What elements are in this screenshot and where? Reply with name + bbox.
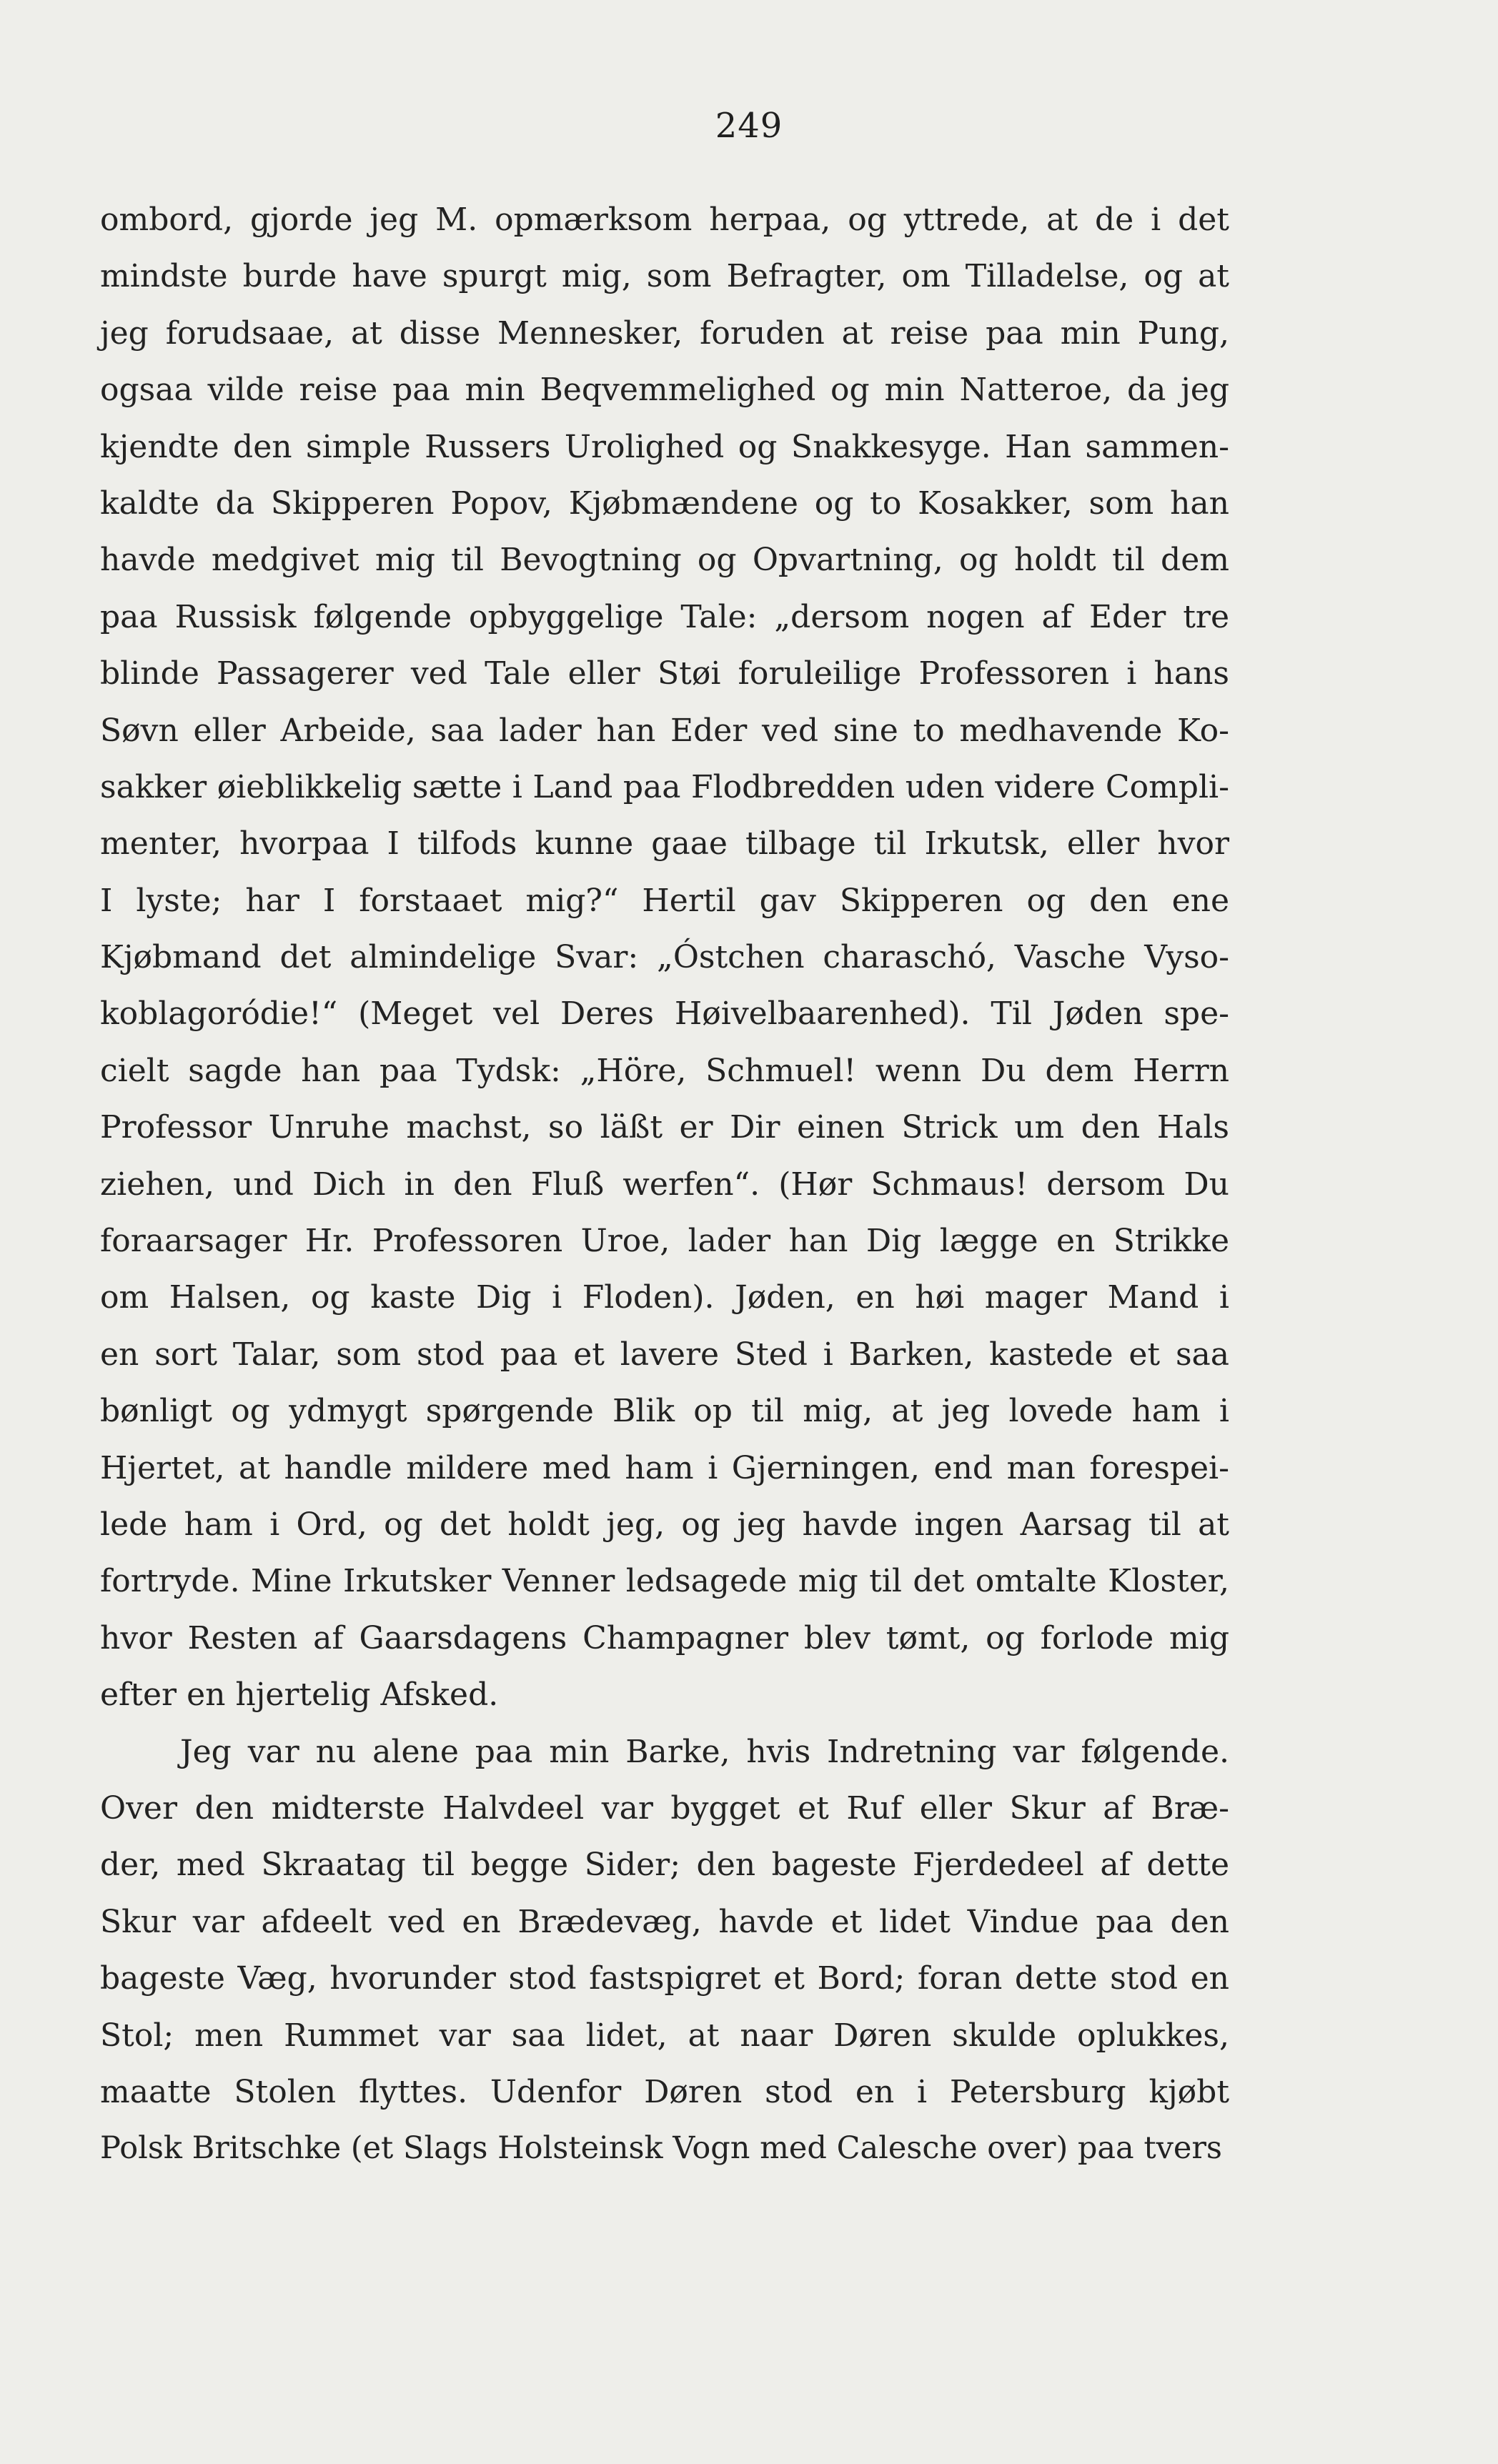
text-line: Jeg var nu alene paa min Barke, hvis Indretning var følgende. xyxy=(180,1733,1229,1770)
text-line: fortryde. Mine Irkutsker Venner ledsagede mig til det omtalte Kloster, xyxy=(100,1563,1229,1600)
text-line: sakker øieblikkelig sætte i Land paa Flodbredden uden videre Compli- xyxy=(100,768,1229,805)
text-line: menter, hvorpaa I tilfods kunne gaae tilbage til Irkutsk, eller hvor xyxy=(100,825,1229,863)
text-line: blinde Passagerer ved Tale eller Støi foruleilige Professoren i hans xyxy=(100,655,1229,692)
text-line: Kjøbmand det almindelige Svar: „Óstchen charaschó, Vasche Vyso- xyxy=(100,939,1229,976)
text-line: bageste Væg, hvorunder stod fastspigret et Bord; foran dette stod en xyxy=(100,1960,1229,1997)
text-line: koblagoródie!“ (Meget vel Deres Høivelbaarenhed). Til Jøden spe- xyxy=(100,995,1229,1033)
body-text xyxy=(100,192,1229,2177)
text-line: lede ham i Ord, og det holdt jeg, og jeg havde ingen Aarsag til at xyxy=(100,1506,1229,1543)
text-line: der, med Skraatag til begge Sider; den bageste Fjerdedeel af dette xyxy=(100,1847,1229,1884)
text-line: Skur var afdeelt ved en Brædevæg, havde et lidet Vindue paa den xyxy=(100,1903,1229,1940)
text-line: kjendte den simple Russers Urolighed og Snakkesyge. Han sammen- xyxy=(100,428,1229,465)
text-line: Hjertet, at handle mildere med ham i Gjerningen, end man forespei- xyxy=(100,1449,1229,1486)
text-line: foraarsager Hr. Professoren Uroe, lader han Dig lægge en Strikke xyxy=(100,1223,1229,1260)
text-line: Stol; men Rummet var saa lidet, at naar Døren skulde oplukkes, xyxy=(100,2017,1229,2054)
text-line: en sort Talar, som stod paa et lavere Sted i Barken, kastede et saa xyxy=(100,1336,1229,1373)
text-line: Søvn eller Arbeide, saa lader han Eder ved sine to medhavende Ko- xyxy=(100,712,1229,749)
text-line: mindste burde have spurgt mig, som Befragter, om Tilladelse, og at xyxy=(100,258,1229,295)
text-line: paa Russisk følgende opbyggelige Tale: „dersom nogen af Eder tre xyxy=(100,598,1229,635)
text-line: I lyste; har I forstaaet mig?“ Hertil gav Skipperen og den ene xyxy=(100,882,1229,919)
text-line: maatte Stolen flyttes. Udenfor Døren stod en i Petersburg kjøbt xyxy=(100,2073,1229,2110)
text-line: ziehen, und Dich in den Fluß werfen“. (Hør Schmaus! dersom Du xyxy=(100,1166,1229,1203)
text-line: hvor Resten af Gaarsdagens Champagner blev tømt, og forlode mig xyxy=(100,1619,1229,1656)
text-line: havde medgivet mig til Bevogtning og Opvartning, og holdt til dem xyxy=(100,542,1229,579)
text-line: om Halsen, og kaste Dig i Floden). Jøden, en høi mager Mand i xyxy=(100,1279,1229,1316)
text-line: efter en hjertelig Afsked. xyxy=(100,1676,499,1714)
text-line: Over den midterste Halvdeel var bygget et Ruf eller Skur af Bræ- xyxy=(100,1789,1229,1827)
text-line: bønligt og ydmygt spørgende Blik op til mig, at jeg lovede ham i xyxy=(100,1393,1229,1430)
text-line: ombord, gjorde jeg M. opmærksom herpaa, og yttrede, at de i det xyxy=(100,202,1229,238)
text-line: cielt sagde han paa Tydsk: „Höre, Schmuel! wenn Du dem Herrn xyxy=(100,1052,1229,1089)
text-line: jeg forudsaae, at disse Mennesker, foruden at reise paa min Pung, xyxy=(100,314,1229,352)
text-line: Polsk Britschke (et Slags Holsteinsk Vogn med Calesche over) paa tvers xyxy=(100,2130,1223,2167)
text-line: kaldte da Skipperen Popov, Kjøbmændene og to Kosakker, som han xyxy=(100,485,1229,522)
page-number: 249 xyxy=(715,106,783,146)
text-line: ogsaa vilde reise paa min Beqvemmelighed og min Natteroe, da jeg xyxy=(100,372,1229,409)
text-line: Professor Unruhe machst, so läßt er Dir einen Strick um den Hals xyxy=(100,1109,1229,1146)
